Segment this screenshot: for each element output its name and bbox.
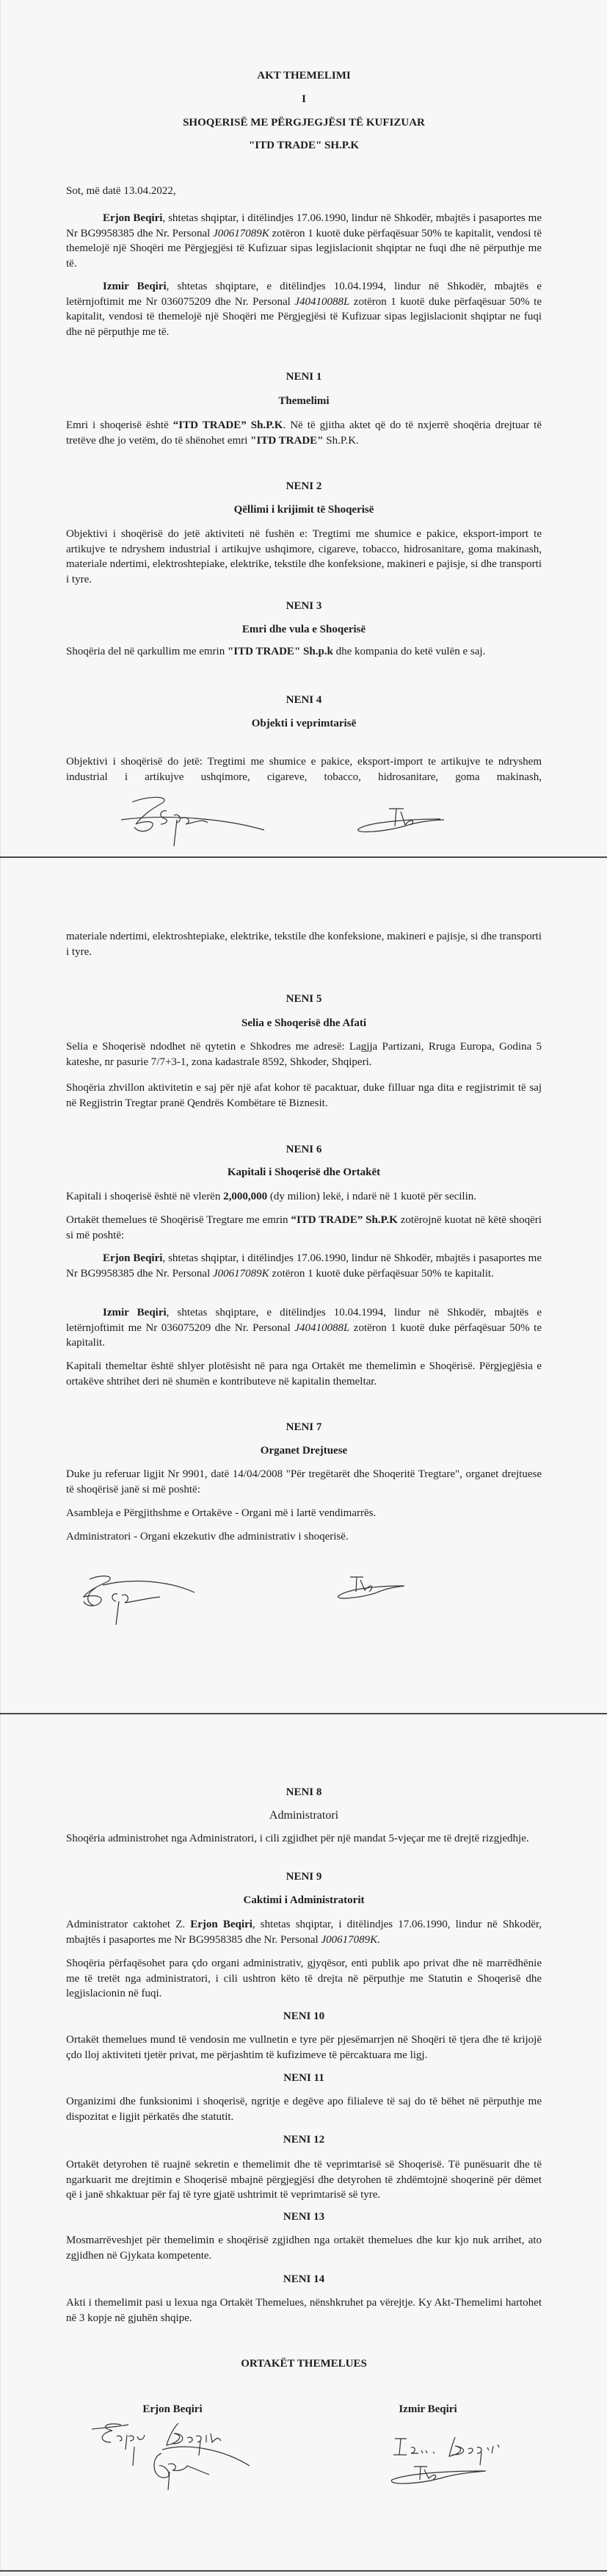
article-title: Caktimi i Administratorit <box>243 1894 365 1906</box>
text-segment: zotëron 1 kuotë duke përfaqësuar 50% te kapitalit, vendosi të themelojë një Shoqëri me Përgjegjësi të Kufizuar sipas legjislacionit shqiptar ne fuqi dhe në përputhje me të. <box>66 227 542 270</box>
text-segment: 2,000,000 <box>223 1191 268 1202</box>
article-paragraph: Mosmarrëveshjet për themelimin e shoqërisë zgjidhen nga ortakët themelues dhe kur kjo nuk arrihet, ato zgjidhen në Gjykata kompetente. <box>66 2234 542 2262</box>
article-paragraph: Duke ju referuar ligjit Nr 9901, datë 14/04/2008 "Për tregëtarët dhe Shoqeritë Tregtare", organet drejtuese të shoqërisë janë si më poshtë: <box>66 1468 542 1496</box>
article-number: NENI 2 <box>286 480 322 492</box>
text-segment: “ITD TRADE” Sh.P.K <box>291 1214 398 1226</box>
text-segment: J40410088L <box>294 1321 350 1334</box>
text-segment: "ITD TRADE" Sh.p.k <box>227 646 333 657</box>
page-break <box>0 2570 607 2572</box>
text-segment: Emri i shoqerisë është <box>66 419 173 431</box>
signatory-name-izmir: Izmir Beqiri <box>399 2403 457 2415</box>
article-paragraph <box>66 1189 542 1205</box>
article-number: NENI 7 <box>286 1421 322 1433</box>
text-segment: Kapitali i shoqerisë është në vlerën <box>66 1191 224 1202</box>
text-segment: , shtetas shqiptar, i ditëlindjes 17.06.1990, lindur në Shkodër, mbajtës i pasaportes me Nr BG9958385 dhe Nr. Personal <box>66 1919 542 1946</box>
article-paragraph: Objektivi i shoqërisë do jetë: Tregtimi me shumice e pakice, eksport-import te artikujve te ndryshem industrial i artikujve ushqimore, cigareve, tobacco, hidrosanitare, goma makinash, <box>66 756 542 783</box>
article-title: Objekti i veprimtarisë <box>251 718 357 729</box>
text-segment: J00617089K <box>213 227 269 239</box>
article-paragraph <box>66 1213 542 1243</box>
article-number: NENI 13 <box>283 2211 325 2223</box>
text-segment: Shoqëria del në qarkullim me emrin <box>66 646 228 657</box>
article-number: NENI 3 <box>286 600 322 612</box>
founder-paragraph <box>66 211 542 271</box>
article-paragraph <box>66 1917 542 1947</box>
text-segment: , shtetas shqiptar, i ditëlindjes 17.06.1990, lindur në Shkodër, mbajtës i pasaportes me Nr BG9958385 dhe Nr. Personal <box>66 1252 542 1280</box>
article-paragraph-continued: materiale ndertimi, elektroshtepiake, elektrike, tekstile dhe konfeksione, makineri e pajisje, si dhe transporti i tyre. <box>66 931 542 958</box>
signature-erjon-initials <box>121 793 268 848</box>
article-number: NENI 10 <box>283 2010 325 2022</box>
article-title: Administratori <box>269 1809 339 1822</box>
text-segment: Izmir Beqiri <box>103 1307 167 1318</box>
article-number: NENI 6 <box>286 1144 322 1155</box>
text-segment: , shtetas shqiptare, e ditëlindjes 10.04.1994, lindur në Shkodër, mbajtës e letërnjoftimit me Nr 036075209 dhe Nr. Personal <box>66 1307 542 1334</box>
article-paragraph: Shoqëria përfaqësohet para çdo organi administrativ, gjyqësor, enti publik apo privat dhe në marrëdhënie me të tretët nga administratori, i cili ushtron këto të drejta në përputhje me Statutin e Shoqerisë dhe legjislacionin në fuqi. <box>66 1958 542 1999</box>
article-paragraph: Objektivi i shoqërisë do jetë aktiviteti në fushën e: Tregtimi me shumice e pakice, eksport-import te artikujve te ndryshem industrial i artikujve ushqimore, cigareve, tobacco, hidrosanitare, goma makinash, materiale ndertimi, elektroshtepiake, elektrike, tekstile dhe konfeksione, makineri e pajisje, si dhe transporti i tyre. <box>66 528 542 585</box>
article-number: NENI 4 <box>286 694 322 706</box>
text-segment: Izmir Beqiri <box>103 281 167 292</box>
article-paragraph: Selia e Shoqerisë ndodhet në qytetin e Shkodres me adresë: Lagjja Partizani, Rruga Europa, Godina 5 kateshe, nr pasurie 7/7+3-1, zona kadastrale 8592, Shkoder, Shqiperi. <box>66 1041 542 1068</box>
text-segment: . Në të gjitha aktet që do të nxjerrë shoqëria drejtuar të tretëve dhe jo vetëm, do të shënohet emri <box>66 419 542 447</box>
article-number: NENI 5 <box>286 993 322 1005</box>
date-line: Sot, më datë 13.04.2022, <box>66 185 176 197</box>
text-segment: zotëron 1 kuotë duke përfaqësuar 50% te kapitalit. <box>269 1267 494 1280</box>
title-connector: I <box>302 93 306 105</box>
article-paragraph: Kapitali themeltar është shlyer plotësisht në para nga Ortakët me themelimin e Shoqërisë. Përgjegjësia e ortakëve shtrihet deri në shumën e kontributeve në kapitalin themeltar. <box>66 1360 542 1388</box>
text-segment: Erjon Beqiri <box>190 1919 252 1930</box>
article-number: NENI 1 <box>286 371 322 383</box>
article-paragraph <box>66 418 542 448</box>
signature-izmir-initials <box>352 804 448 837</box>
text-segment: dhe kompania do ketë vulën e saj. <box>332 646 486 657</box>
text-segment: zotëron 1 kuotë duke përfaqësuar 50% te kapitalit, vendosi të themelojë një Shoqëri me Përgjegjësi të Kufizuar sipas legjislacionit shqiptar ne fuqi dhe në përputhje me të. <box>66 295 542 338</box>
signatories-heading: ORTAKËT THEMELUES <box>241 2358 367 2370</box>
signature-erjon-initials <box>73 1572 202 1627</box>
article-paragraph: Organizimi dhe funksionimi i shoqerisë, ngritje e degëve apo filialeve të saj do të bëhet në përputhje me dispozitat e ligjit përkatës dhe statutit. <box>66 2096 542 2123</box>
signature-erjon-beqiri <box>92 2420 261 2494</box>
founder-paragraph <box>66 279 542 339</box>
article-title: Emri dhe vula e Shoqerisë <box>241 624 366 635</box>
article-number: NENI 8 <box>286 1786 322 1798</box>
text-segment: “ITD TRADE” Sh.P.K <box>172 419 283 431</box>
text-segment: zotëron 1 kuotë duke përfaqësuar 50% te kapitalit. <box>66 1321 542 1349</box>
text-segment: Erjon Beqiri <box>103 212 163 224</box>
signature-izmir-initials <box>334 1574 407 1603</box>
article-paragraph: Akti i themelimit pasi u lexua nga Ortakët Themelues, nënshkruhet pa vërejtje. Ky Akt-Themelimi hartohet në 3 kopje në gjuhën shqipe. <box>66 2297 542 2324</box>
text-segment: J40410088L <box>294 295 350 308</box>
text-segment: J00617089K. <box>321 1933 380 1946</box>
text-segment: zotërojnë kuotat në këtë shoqëri si më poshtë: <box>66 1214 542 1241</box>
signatory-name-erjon: Erjon Beqiri <box>142 2403 203 2415</box>
article-title: Themelimi <box>278 395 330 407</box>
article-paragraph: Administratori - Organi ekzekutiv dhe administrativ i shoqerisë. <box>66 1531 349 1543</box>
text-segment: Erjon Beqiri <box>103 1252 163 1264</box>
signature-izmir-beqiri <box>382 2431 528 2490</box>
article-title: Qëllimi i krijimit të Shoqerisë <box>233 504 374 516</box>
text-segment: Ortakët themelues të Shoqërisë Tregtare me emrin <box>66 1214 291 1226</box>
article-paragraph: Ortakët detyrohen të ruajnë sekretin e themelimit dhe të veprimtarisë së Shoqerisë. Të punësuarit dhe të ngarkuarit me drejtimin e Shoqerisë mbajnë përgjegjësi dhe detyrohen të zhdëmtojnë shoqerinë për dëmet që i janë shkaktuar për faj të tyre gjatë ushtrimit të veprimtarisë së tyre. <box>66 2159 542 2201</box>
document-subtitle: SHOQERISË ME PËRGJEGJËSI TË KUFIZUAR <box>183 117 425 129</box>
article-paragraph: Asambleja e Përgjithshme e Ortakëve - Organi më i lartë vendimarrës. <box>66 1507 377 1519</box>
text-segment: , shtetas shqiptar, i ditëlindjes 17.06.1990, lindur në Shkodër, mbajtës i pasaportes me Nr BG9958385 dhe Nr. Personal <box>66 212 542 239</box>
text-segment: "ITD TRADE" <box>250 434 324 447</box>
article-title: Kapitali i Shoqerisë dhe Ortakët <box>227 1166 381 1178</box>
founder-quota-paragraph <box>66 1305 542 1351</box>
article-paragraph <box>66 644 542 660</box>
text-segment: Administrator caktohet Z. <box>66 1919 191 1930</box>
text-segment: , shtetas shqiptare, e ditëlindjes 10.04.1994, lindur në Shkodër, mbajtës e letërnjoftimit me Nr 036075209 dhe Nr. Personal <box>66 281 542 308</box>
founder-quota-paragraph <box>66 1251 542 1281</box>
document-title: AKT THEMELIMI <box>257 70 351 82</box>
article-number: NENI 9 <box>286 1871 322 1883</box>
text-segment: (dy milion) lekë, i ndarë në 1 kuotë për secilin. <box>267 1191 477 1202</box>
text-segment: J00617089K <box>212 1267 269 1280</box>
article-paragraph: Shoqëria administrohet nga Administratori, i cili zgjidhet për një mandat 5-vjeçar me të drejtë rizgjedhje. <box>66 1833 529 1844</box>
article-title: Selia e Shoqerisë dhe Afati <box>241 1017 366 1029</box>
article-paragraph: Shoqëria zhvillon aktivitetin e saj për një afat kohor të pacaktuar, duke filluar nga dita e regjistrimit të saj në Regjistrin Tregtar pranë Qendrës Kombëtare të Biznesit. <box>66 1082 542 1109</box>
article-number: NENI 12 <box>283 2134 325 2146</box>
article-title: Organet Drejtuese <box>260 1445 348 1457</box>
article-number: NENI 14 <box>283 2273 325 2285</box>
article-number: NENI 11 <box>283 2072 324 2084</box>
text-segment: Sh.P.K. <box>323 434 359 447</box>
article-paragraph: Ortakët themelues mund të vendosin me vullnetin e tyre për pjesëmarrjen në Shoqëri të tjera dhe të krijojë çdo lloj aktiviteti tjetër privat, me përjashtim të kufizimeve të përcaktuara me ligj. <box>66 2034 542 2061</box>
company-name: "ITD TRADE" SH.P.K <box>248 140 360 151</box>
